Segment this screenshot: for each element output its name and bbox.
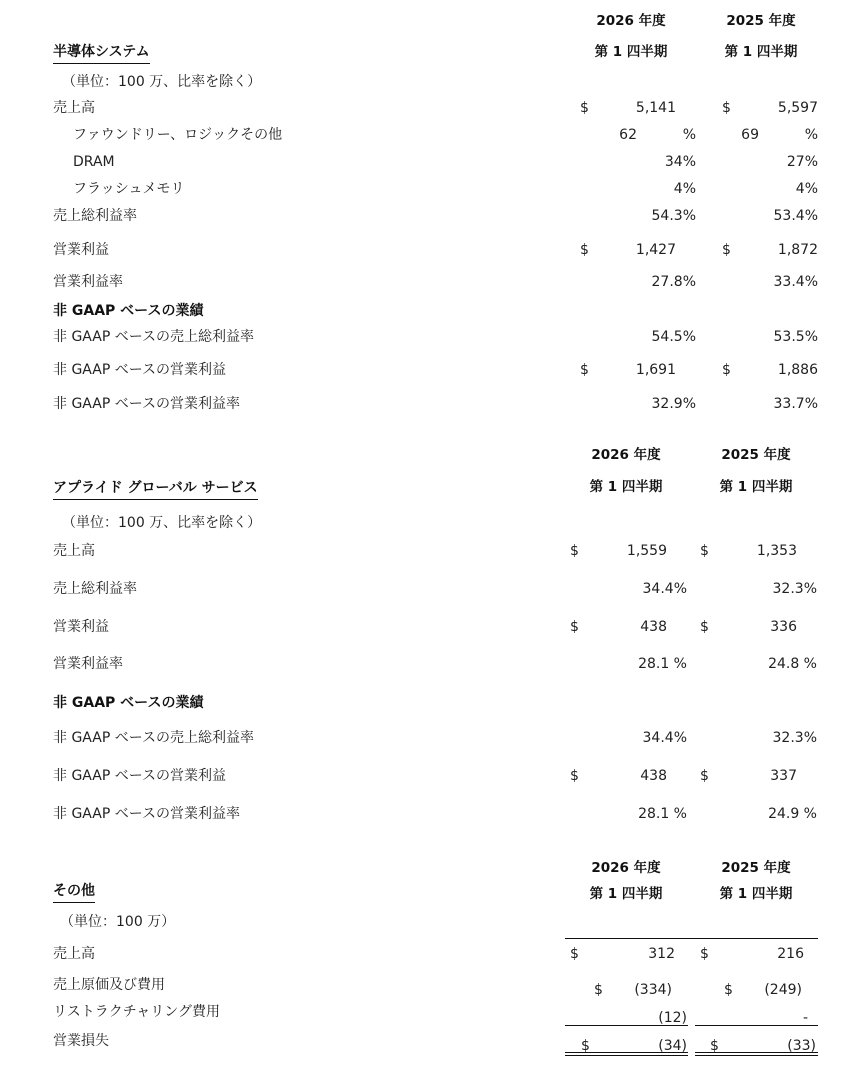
value-2025: 1,872 bbox=[777, 242, 818, 258]
value-2026: 34.4% bbox=[642, 730, 687, 746]
currency-symbol: $ bbox=[722, 362, 731, 378]
row-label-non-gaap-operating-margin: 非 GAAP ベースの営業利益率 bbox=[53, 806, 241, 822]
value-2025: 216 bbox=[777, 946, 804, 962]
col-header-period-2026: 第 1 四半期 bbox=[594, 44, 668, 60]
value-2026: (12) bbox=[658, 1010, 687, 1026]
row-label-operating-loss: 営業損失 bbox=[53, 1033, 109, 1049]
value-2025: 24.9 % bbox=[768, 806, 817, 822]
value-2026: 27.8% bbox=[651, 274, 696, 290]
row-label-restructuring-charges: リストラクチャリング費用 bbox=[53, 1004, 221, 1020]
currency-symbol: $ bbox=[580, 100, 589, 116]
row-label-non-gaap-operating-income: 非 GAAP ベースの営業利益 bbox=[53, 362, 227, 378]
percent-sign: % bbox=[804, 127, 818, 143]
section-title: その他 bbox=[53, 882, 95, 903]
col-header-period-2025: 第 1 四半期 bbox=[719, 886, 793, 902]
row-label-non-gaap-operating-income: 非 GAAP ベースの営業利益 bbox=[53, 768, 227, 784]
value-2026: 1,427 bbox=[635, 242, 676, 258]
value-2026: 54.3% bbox=[651, 208, 696, 224]
currency-symbol: $ bbox=[580, 362, 589, 378]
value-2025: 33.7% bbox=[773, 396, 818, 412]
col-header-year-2026: 2026 年度 bbox=[591, 447, 661, 463]
value-2025: 24.8 % bbox=[768, 656, 817, 672]
non-gaap-heading: 非 GAAP ベースの業績 bbox=[53, 303, 204, 319]
col-header-year-2026: 2026 年度 bbox=[591, 860, 661, 876]
unit-note: （単位：100 万、比率を除く） bbox=[62, 515, 262, 531]
value-2025: (249) bbox=[764, 982, 802, 998]
row-label-foundry-logic-other: ファウンドリー、ロジックその他 bbox=[73, 127, 283, 143]
currency-symbol: $ bbox=[724, 982, 733, 998]
total-double-rule-2025 bbox=[695, 1052, 818, 1056]
total-double-rule-2026 bbox=[565, 1052, 688, 1056]
unit-note: （単位：100 万、比率を除く） bbox=[62, 74, 262, 90]
currency-symbol: $ bbox=[570, 768, 579, 784]
value-2026: 54.5% bbox=[651, 329, 696, 345]
col-header-year-2026: 2026 年度 bbox=[596, 13, 666, 29]
value-2025: 53.4% bbox=[773, 208, 818, 224]
row-label-cost-and-expenses: 売上原価及び費用 bbox=[53, 977, 165, 993]
value-2025: 4% bbox=[795, 181, 818, 197]
value-2025: (33) bbox=[787, 1038, 816, 1054]
value-2025: 32.3% bbox=[772, 730, 817, 746]
top-rule bbox=[565, 938, 818, 939]
value-2025: - bbox=[802, 1010, 808, 1026]
currency-symbol: $ bbox=[570, 619, 579, 635]
currency-symbol: $ bbox=[594, 982, 603, 998]
value-2026: 28.1 % bbox=[638, 656, 687, 672]
value-2025: 337 bbox=[770, 768, 797, 784]
col-header-year-2025: 2025 年度 bbox=[721, 860, 791, 876]
value-2025: 32.3% bbox=[772, 581, 817, 597]
row-label-non-gaap-operating-margin: 非 GAAP ベースの営業利益率 bbox=[53, 396, 241, 412]
col-header-period-2026: 第 1 四半期 bbox=[589, 886, 663, 902]
currency-symbol: $ bbox=[700, 543, 709, 559]
section-title: 半導体システム bbox=[53, 43, 150, 64]
subtotal-rule-2025 bbox=[695, 1025, 818, 1026]
value-2026: (34) bbox=[658, 1038, 687, 1054]
row-label-operating-income: 営業利益 bbox=[53, 619, 109, 635]
value-2026: (334) bbox=[634, 982, 672, 998]
row-label-operating-margin: 営業利益率 bbox=[53, 656, 123, 672]
value-2026: 32.9% bbox=[651, 396, 696, 412]
row-label-operating-income: 営業利益 bbox=[53, 242, 109, 258]
col-header-year-2025: 2025 年度 bbox=[726, 13, 796, 29]
value-2025: 69 bbox=[741, 127, 759, 143]
row-label-non-gaap-gross-margin: 非 GAAP ベースの売上総利益率 bbox=[53, 329, 255, 345]
currency-symbol: $ bbox=[580, 242, 589, 258]
currency-symbol: $ bbox=[700, 619, 709, 635]
value-2025: 53.5% bbox=[773, 329, 818, 345]
value-2026: 34% bbox=[664, 154, 696, 170]
row-label-revenue: 売上高 bbox=[53, 100, 95, 116]
col-header-period-2025: 第 1 四半期 bbox=[719, 479, 793, 495]
value-2026: 1,691 bbox=[635, 362, 676, 378]
row-label-gross-margin: 売上総利益率 bbox=[53, 208, 137, 224]
value-2025: 1,353 bbox=[756, 543, 797, 559]
row-label-non-gaap-gross-margin: 非 GAAP ベースの売上総利益率 bbox=[53, 730, 255, 746]
value-2025: 336 bbox=[770, 619, 797, 635]
currency-symbol: $ bbox=[722, 100, 731, 116]
row-label-dram: DRAM bbox=[73, 154, 115, 170]
non-gaap-heading: 非 GAAP ベースの業績 bbox=[53, 695, 204, 711]
currency-symbol: $ bbox=[570, 543, 579, 559]
row-label-flash-memory: フラッシュメモリ bbox=[73, 181, 185, 197]
value-2026: 438 bbox=[640, 768, 667, 784]
subtotal-rule-2026 bbox=[565, 1025, 688, 1026]
section-title: アプライド グローバル サービス bbox=[53, 479, 258, 500]
value-2026: 312 bbox=[648, 946, 675, 962]
row-label-operating-margin: 営業利益率 bbox=[53, 274, 123, 290]
unit-note: （単位：100 万） bbox=[60, 914, 176, 930]
value-2025: 33.4% bbox=[773, 274, 818, 290]
value-2026: 28.1 % bbox=[638, 806, 687, 822]
col-header-period-2026: 第 1 四半期 bbox=[589, 479, 663, 495]
currency-symbol: $ bbox=[710, 1038, 719, 1054]
value-2026: 1,559 bbox=[626, 543, 667, 559]
currency-symbol: $ bbox=[722, 242, 731, 258]
row-label-revenue: 売上高 bbox=[53, 543, 95, 559]
value-2026: 4% bbox=[673, 181, 696, 197]
col-header-year-2025: 2025 年度 bbox=[721, 447, 791, 463]
value-2025: 27% bbox=[786, 154, 818, 170]
value-2026: 62 bbox=[619, 127, 637, 143]
value-2026: 438 bbox=[640, 619, 667, 635]
col-header-period-2025: 第 1 四半期 bbox=[724, 44, 798, 60]
percent-sign: % bbox=[682, 127, 696, 143]
value-2025: 5,597 bbox=[777, 100, 818, 116]
value-2026: 5,141 bbox=[635, 100, 676, 116]
row-label-revenue: 売上高 bbox=[53, 946, 95, 962]
value-2025: 1,886 bbox=[777, 362, 818, 378]
currency-symbol: $ bbox=[570, 946, 579, 962]
value-2026: 34.4% bbox=[642, 581, 687, 597]
currency-symbol: $ bbox=[700, 768, 709, 784]
currency-symbol: $ bbox=[581, 1038, 590, 1054]
row-label-gross-margin: 売上総利益率 bbox=[53, 581, 137, 597]
currency-symbol: $ bbox=[700, 946, 709, 962]
